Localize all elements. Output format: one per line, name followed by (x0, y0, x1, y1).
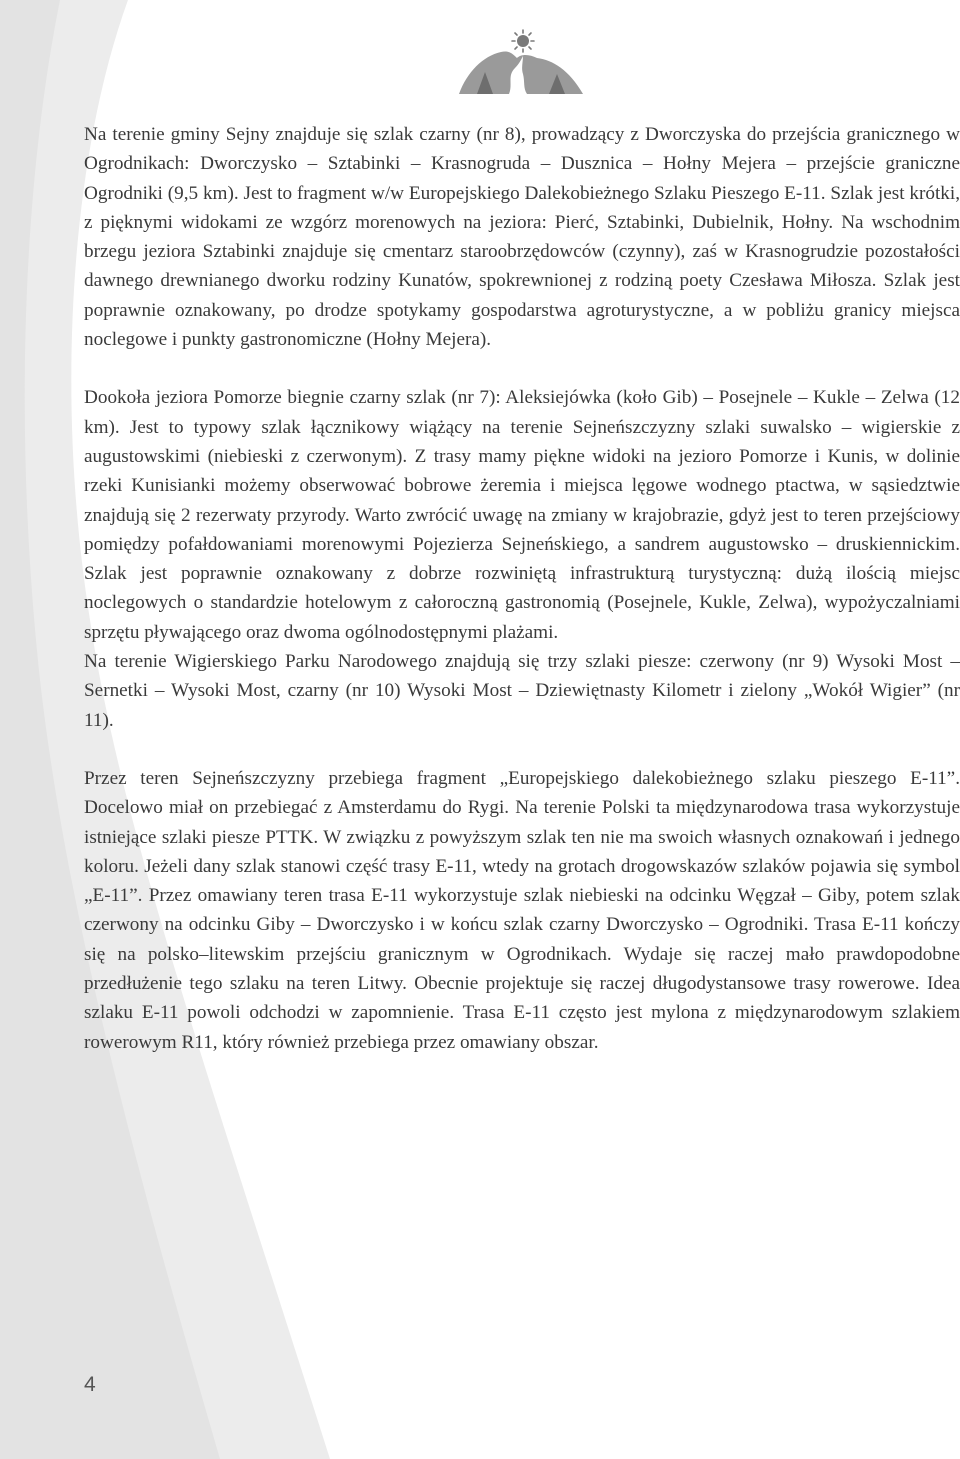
page-number: 4 (84, 1373, 96, 1396)
paragraph-black-trail-8: Na terenie gminy Sejny znajduje się szlak czarny (nr 8), prowadzący z Dworczyska do przejścia granicznego w Ogrodnikach: Dworczysko – Sztabinki – Krasnogruda – Dusznica – Hołny Mejera – przejście graniczne Ogrodniki (9,5 km). Jest to fragment w/w Europejskiego Dalekobieżnego Szlaku Pieszego E-11. Szlak jest krótki, z pięknymi widokami ze wzgórz morenowych na jeziora: Pierć, Sztabinki, Dubielnik, Hołny. Na wschodnim brzegu jeziora Sztabinki znajduje się cmentarz staroobrzędowców (czynny), zaś w Krasnogrudzie pozostałości dawnego drewnianego dworku rodziny Kunatów, spokrewnionej z rodziną poety Czesława Miłosza. Szlak jest poprawnie oznakowany, po drodze spotykamy gospodarstwa agroturystyczne, a w pobliżu granicy miejsca noclegowe i punkty gastronomiczne (Hołny Mejera). (84, 124, 960, 351)
main-text (84, 120, 960, 1057)
paragraph-black-trail-7: Dookoła jeziora Pomorze biegnie czarny szlak (nr 7): Aleksiejówka (koło Gib) – Posejnele – Kukle – Zelwa (12 km). Jest to typowy szlak łącznikowy wiążący na terenie Sejneńszczyzny szlaki suwalsko – wigierskie z augustowskimi (niebieski z czerwonym). Z trasy mamy piękne widoki na jezioro Pomorze i Kunis, w dolinie rzeki Kunisianki możemy obserwować bobrowe żeremia i miejsca lęgowe wodnego ptactwa, w sąsiedztwie znajdują się 2 rezerwaty przyrody. Warto zwrócić uwagę na zmiany w krajobrazie, gdyż jest to teren przejściowy pomiędzy pofałdowaniami morenowymi Pojezierza Sejneńskiego, a sandrem augustowsko – druskiennickim. Szlak jest poprawnie oznakowany z dobrze rozwiniętą infrastrukturą turystyczną: dużą ilością miejsc noclegowych o standardzie hotelowym z całoroczną gastronomią (Posejnele, Kukle, Zelwa), wypożyczalniami sprzętu pływającego oraz dwoma ogólnodostępnymi plażami. (84, 387, 960, 643)
mountain-lake-sun-logo (457, 28, 585, 98)
paragraph-wigry-park-trails: Na terenie Wigierskiego Parku Narodowego znajdują się trzy szlaki piesze: czerwony (nr 9) Wysoki Most – Sernetki – Wysoki Most, czarny (nr 10) Wysoki Most – Dziewiętnasty Kilometr i zielony „Wokół Wigier” (nr 11). (84, 651, 960, 731)
paragraph-e11-trail: Przez teren Sejneńszczyzny przebiega fragment „Europejskiego dalekobieżnego szlaku pieszego E-11”. Docelowo miał on przebiegać z Amsterdamu do Rygi. Na terenie Polski ta międzynarodowa trasa wykorzystuje istniejące szlaki piesze PTTK. W związku z powyższym szlak ten nie ma swoich własnych oznakowań i jednego koloru. Jeżeli dany szlak stanowi część trasy E-11, wtedy na grotach drogowskazów szlaków pojawia się symbol „E-11”. Przez omawiany teren trasa E-11 wykorzystuje szlak niebieski na odcinku Węgzał – Giby, potem szlak czerwony na odcinku Giby – Dworczysko i w końcu szlak czarny Dworczysko – Ogrodniki. Trasa E-11 kończy się na polsko–litewskim przejściu granicznym w Ogrodnikach. Wydaje się raczej mało prawdopodobne przedłużenie tego szlaku na teren Litwy. Obecnie projektuje się raczej długodystansowe trasy rowerowe. Idea szlaku E-11 powoli odchodzi w zapomnienie. Trasa E-11 często jest mylona z międzynarodowym szlakiem rowerowym R11, który również przebiega przez omawiany obszar. (84, 767, 960, 1053)
sun-icon (512, 30, 534, 52)
